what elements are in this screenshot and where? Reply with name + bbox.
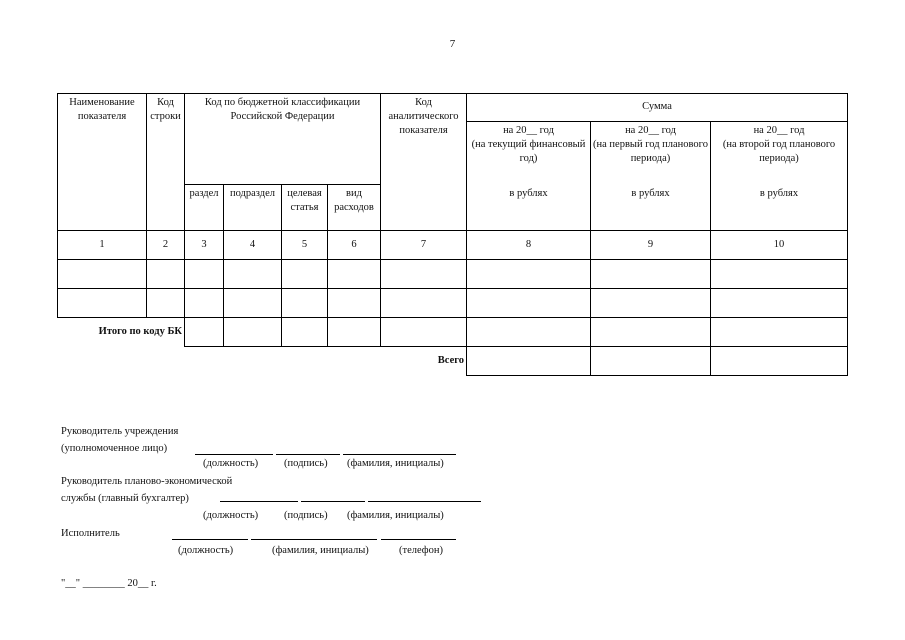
table-cell[interactable] bbox=[185, 318, 224, 347]
table-cell[interactable] bbox=[147, 260, 185, 289]
header-row-code: Код строки bbox=[147, 94, 185, 231]
col-number: 7 bbox=[381, 231, 467, 260]
date-line[interactable]: "__" ________ 20__ г. bbox=[61, 578, 157, 589]
fin-title-line1: Руководитель планово-экономической bbox=[61, 476, 233, 487]
header-year-first-label: на 20__ год bbox=[625, 125, 676, 136]
header-year-second-desc: (на второй год планового периода) bbox=[722, 139, 836, 165]
head-caption-position: (должность) bbox=[203, 458, 259, 469]
col-number: 10 bbox=[711, 231, 848, 260]
header-sum: Сумма bbox=[467, 94, 848, 122]
table-cell[interactable] bbox=[282, 318, 328, 347]
table-cell[interactable] bbox=[467, 289, 591, 318]
col-number: 1 bbox=[58, 231, 147, 260]
head-caption-signature: (подпись) bbox=[284, 458, 328, 469]
fin-signature-line[interactable] bbox=[301, 501, 365, 502]
table-cell[interactable] bbox=[328, 318, 381, 347]
header-celevaya: целевая статья bbox=[282, 185, 328, 231]
exec-caption-name: (фамилия, инициалы) bbox=[272, 545, 369, 556]
table-cell[interactable] bbox=[224, 289, 282, 318]
table-cell[interactable] bbox=[467, 318, 591, 347]
table-cell[interactable] bbox=[381, 318, 467, 347]
exec-caption-position: (должность) bbox=[178, 545, 234, 556]
col-number: 2 bbox=[147, 231, 185, 260]
table-cell[interactable] bbox=[58, 260, 147, 289]
table-row bbox=[58, 260, 848, 289]
head-caption-name: (фамилия, инициалы) bbox=[347, 458, 444, 469]
table-cell[interactable] bbox=[185, 260, 224, 289]
fin-caption-position: (должность) bbox=[203, 510, 259, 521]
table-cell[interactable] bbox=[282, 260, 328, 289]
header-year-second bbox=[711, 122, 848, 185]
header-podrazdel: подраздел bbox=[224, 185, 282, 231]
total-bk-row bbox=[58, 318, 848, 347]
table-cell[interactable] bbox=[591, 318, 711, 347]
header-rub-1: в рублях bbox=[467, 185, 591, 231]
head-title-line2: (уполномоченное лицо) bbox=[61, 443, 168, 454]
table-cell[interactable] bbox=[185, 289, 224, 318]
table-cell[interactable] bbox=[467, 260, 591, 289]
table-cell[interactable] bbox=[224, 318, 282, 347]
total-label: Всего bbox=[437, 355, 464, 367]
fin-position-line[interactable] bbox=[220, 501, 298, 502]
budget-table bbox=[57, 93, 848, 376]
fin-title-line2: службы (главный бухгалтер) bbox=[61, 493, 189, 504]
total-row bbox=[58, 347, 848, 376]
table-cell[interactable] bbox=[467, 347, 591, 376]
table-cell[interactable] bbox=[711, 260, 848, 289]
exec-name-line[interactable] bbox=[251, 539, 377, 540]
header-name: Наименование показателя bbox=[58, 94, 147, 231]
table-cell[interactable] bbox=[282, 289, 328, 318]
header-year-current-desc: (на текущий финансовый год) bbox=[471, 139, 586, 165]
col-number: 6 bbox=[328, 231, 381, 260]
table-cell[interactable] bbox=[328, 260, 381, 289]
total-bk-label: Итого по коду БК bbox=[98, 326, 182, 338]
table-cell[interactable] bbox=[224, 260, 282, 289]
head-title-line1: Руководитель учреждения bbox=[61, 426, 179, 437]
col-number: 9 bbox=[591, 231, 711, 260]
header-year-current-label: на 20__ год bbox=[503, 125, 554, 136]
exec-caption-phone: (телефон) bbox=[399, 545, 443, 556]
col-number: 4 bbox=[224, 231, 282, 260]
table-cell[interactable] bbox=[711, 318, 848, 347]
executor-label: Исполнитель bbox=[61, 528, 120, 539]
header-razdel: раздел bbox=[185, 185, 224, 231]
table-cell[interactable] bbox=[591, 260, 711, 289]
table-row bbox=[58, 289, 848, 318]
header-rub-3: в рублях bbox=[711, 185, 848, 231]
table-cell[interactable] bbox=[591, 289, 711, 318]
fin-name-line[interactable] bbox=[368, 501, 481, 502]
table-cell[interactable] bbox=[381, 289, 467, 318]
table-cell[interactable] bbox=[711, 289, 848, 318]
exec-phone-line[interactable] bbox=[381, 539, 456, 540]
page-number: 7 bbox=[449, 38, 456, 50]
header-year-second-label: на 20__ год bbox=[753, 125, 805, 136]
column-numbers-row bbox=[58, 231, 848, 260]
exec-position-line[interactable] bbox=[172, 539, 248, 540]
header-rub-2: в рублях bbox=[591, 185, 711, 231]
header-analytic-code: Код аналитического показателя bbox=[381, 94, 467, 231]
header-year-first-desc: (на первый год планового периода) bbox=[593, 139, 708, 165]
table-cell[interactable] bbox=[328, 289, 381, 318]
col-number: 3 bbox=[185, 231, 224, 260]
fin-caption-name: (фамилия, инициалы) bbox=[347, 510, 444, 521]
head-name-line[interactable] bbox=[343, 454, 456, 455]
col-number: 8 bbox=[467, 231, 591, 260]
table-cell[interactable] bbox=[381, 260, 467, 289]
table-cell[interactable] bbox=[711, 347, 848, 376]
table-cell[interactable] bbox=[58, 289, 147, 318]
table-cell[interactable] bbox=[147, 289, 185, 318]
header-year-current bbox=[467, 122, 591, 185]
header-bk-code: Код по бюджетной классификации Российской Федерации bbox=[185, 94, 381, 185]
col-number: 5 bbox=[282, 231, 328, 260]
header-year-first bbox=[591, 122, 711, 185]
head-position-line[interactable] bbox=[195, 454, 273, 455]
table-cell[interactable] bbox=[591, 347, 711, 376]
fin-caption-signature: (подпись) bbox=[284, 510, 328, 521]
head-signature-line[interactable] bbox=[276, 454, 340, 455]
header-vid: вид расходов bbox=[328, 185, 381, 231]
